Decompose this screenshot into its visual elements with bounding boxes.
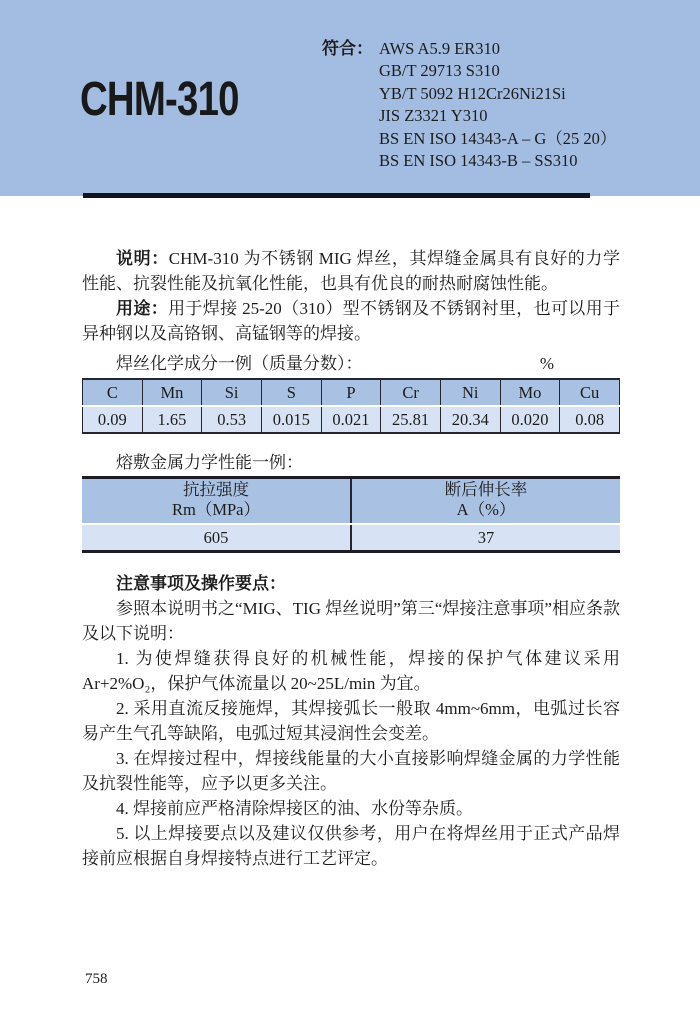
notes-heading: 注意事项及操作要点： <box>116 574 286 593</box>
compliance-label: 符合： <box>322 39 373 58</box>
chem-value-cell: 0.020 <box>500 406 560 433</box>
usage-label: 用途： <box>116 299 169 318</box>
page-number: 758 <box>85 971 108 987</box>
chem-table-caption-row <box>82 353 620 375</box>
mech-value-cell: 605 <box>82 524 351 552</box>
note-item: 4. 焊接前应严格清除焊接区的油、水份等杂质。 <box>116 799 473 818</box>
chem-header-cell: P <box>321 379 381 406</box>
standard-item: BS EN ISO 14343-A – G（25 20） <box>379 128 617 148</box>
chem-value-cell: 0.015 <box>261 406 321 433</box>
chem-value-cell: 20.34 <box>440 406 500 433</box>
chem-value-cell: 0.53 <box>202 406 262 433</box>
chem-header-cell: Cr <box>381 379 441 406</box>
mech-table-caption: 熔敷金属力学性能一例： <box>116 453 303 472</box>
mech-header-title: 断后伸长率 <box>444 480 528 499</box>
description-text: CHM-310 为不锈钢 MIG 焊丝，其焊缝金属具有良好的力学性能、抗裂性能及抗氧化性能，也具有优良的耐热耐腐蚀性能。 <box>82 249 621 293</box>
standard-item: AWS A5.9 ER310 <box>379 39 501 58</box>
product-header <box>0 0 700 196</box>
mech-header-title: 抗拉强度 <box>183 480 249 499</box>
mech-header-cell <box>82 478 351 525</box>
chem-value-cell: 0.021 <box>321 406 381 433</box>
chem-value-cell: 0.08 <box>560 406 620 433</box>
chem-value-cell: 0.09 <box>83 406 143 433</box>
standard-item: JIS Z3321 Y310 <box>379 106 488 126</box>
note-item: 2. 采用直流反接施焊，其焊接弧长一般取 4mm~6mm，电弧过长容易产生气孔等缺陷，电弧过短其浸润性会变差。 <box>82 699 620 743</box>
chem-header-cell: Ni <box>440 379 500 406</box>
chem-header-cell: Cu <box>560 379 620 406</box>
note-item: 3. 在焊接过程中，焊接线能量的大小直接影响焊缝金属的力学性能及抗裂性能等，应予以更多关注。 <box>82 749 620 793</box>
mech-header-subtitle: A（%） <box>456 500 516 519</box>
chem-value-cell: 1.65 <box>142 406 202 433</box>
note-item: 5. 以上焊接要点以及建议仅供参考，用户在将焊丝用于正式产品焊接前应根据自身焊接特点进行工艺评定。 <box>82 824 620 868</box>
mech-value-row <box>82 524 620 552</box>
chem-header-cell: Mo <box>500 379 560 406</box>
header-divider-bar <box>83 193 590 198</box>
usage-text: 用于焊接 25-20（310）型不锈钢及不锈钢衬里，也可以用于异种钢以及高铬钢、高锰钢等的焊接。 <box>82 299 621 343</box>
chem-header-row <box>83 379 620 406</box>
usage-paragraph <box>82 296 620 346</box>
chem-header-cell: Si <box>202 379 262 406</box>
standard-item: BS EN ISO 14343-B – SS310 <box>379 151 578 171</box>
note-item: 1. 为使焊缝获得良好的机械性能，焊接的保护气体建议采用 Ar+2%O₂，保护气体流量以 20~25L/min 为宜。 <box>82 649 620 693</box>
body-content <box>82 246 620 871</box>
chemical-composition-table <box>82 378 620 434</box>
mech-header-subtitle: Rm（MPa） <box>171 500 260 519</box>
standards-list <box>379 38 616 172</box>
product-code-title: CHM-310 <box>80 73 239 126</box>
description-label: 说明： <box>116 249 169 268</box>
notes-intro: 参照本说明书之“MIG、TIG 焊丝说明”第三“焊接注意事项”相应条款及以下说明： <box>82 599 620 643</box>
chem-value-row <box>83 406 620 433</box>
standard-item: YB/T 5092 H12Cr26Ni21Si <box>379 83 566 103</box>
mechanical-properties-table <box>82 476 620 553</box>
chem-header-cell: C <box>83 379 143 406</box>
chem-header-cell: S <box>261 379 321 406</box>
chem-table-unit: % <box>539 354 554 373</box>
chem-header-cell: Mn <box>142 379 202 406</box>
compliance-block <box>322 38 616 172</box>
description-paragraph <box>82 246 620 296</box>
standard-item: GB/T 29713 S310 <box>379 61 500 81</box>
mech-value-cell: 37 <box>351 524 620 552</box>
chem-table-caption: 焊丝化学成分一例（质量分数）： <box>116 354 363 373</box>
mech-header-cell <box>351 478 620 525</box>
chem-value-cell: 25.81 <box>381 406 441 433</box>
mech-header-row <box>82 478 620 525</box>
